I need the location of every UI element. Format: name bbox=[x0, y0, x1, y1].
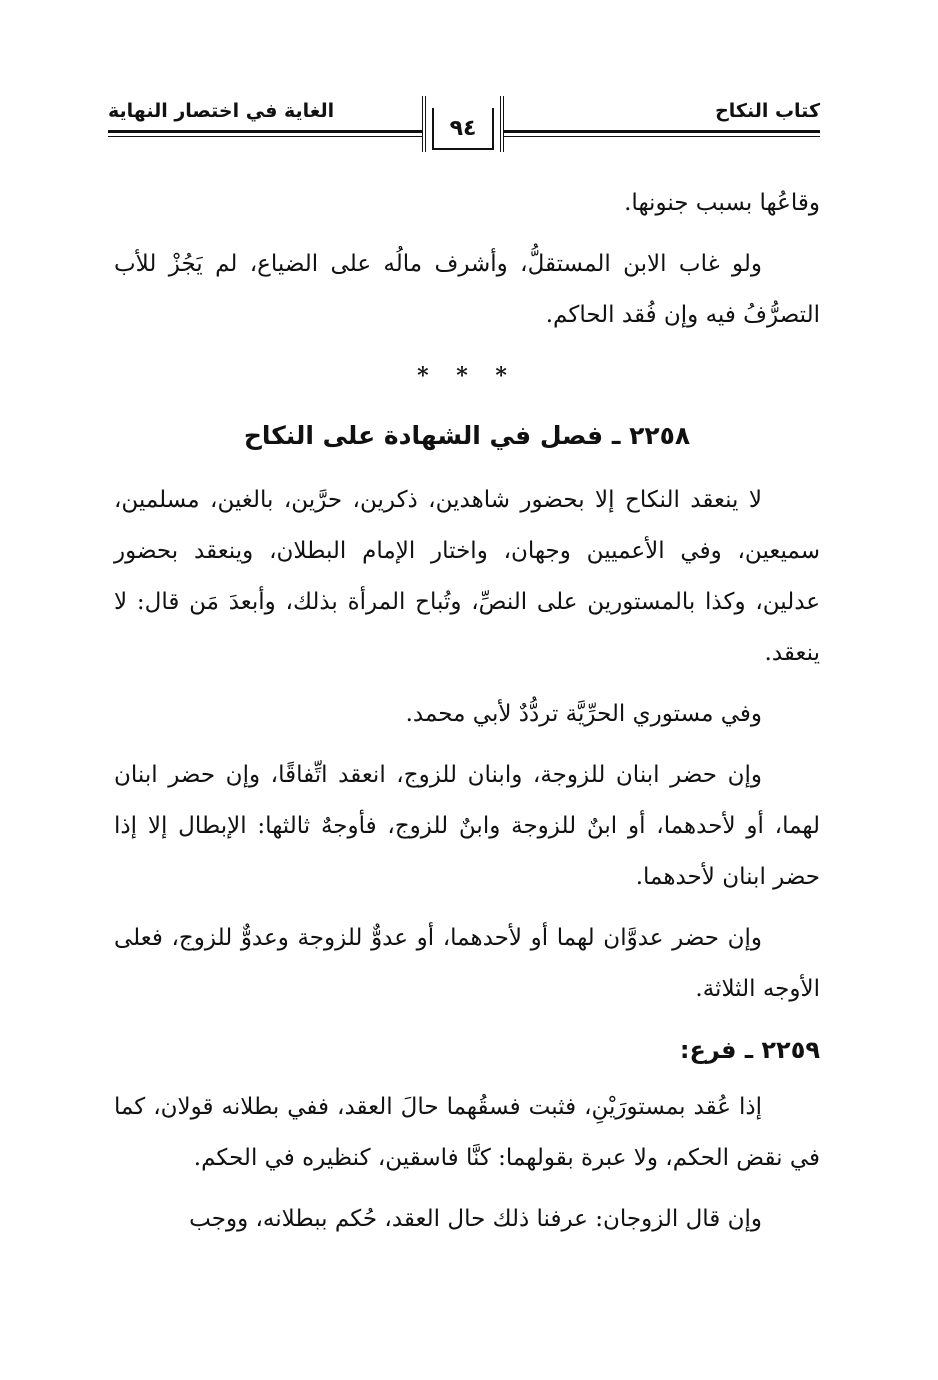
sub-heading: ٢٢٥٩ ـ فرع: bbox=[679, 1036, 820, 1064]
page-header bbox=[108, 96, 820, 180]
chapter-title: كتاب النكاح bbox=[715, 100, 820, 122]
paragraph-7: إذا عُقد بمستورَيْنِ، فثبت فسقُهما حالَ العقد، ففي بطلانه قولان، كما في نقض الحكم، ولا عبرة بقولهما: كنَّا فاسقين، كنظيره في الحكم. bbox=[114, 1094, 820, 1171]
section-heading: ٢٢٥٨ ـ فصل في الشهادة على النكاح bbox=[243, 421, 691, 450]
paragraph-3: لا ينعقد النكاح إلا بحضور شاهدين، ذكرين، حرَّين، بالغين، مسلمين، سميعين، وفي الأعميين وجهان، واختار الإمام البطلان، وينعقد بحضور عدلين، وكذا بالمستورين على النصِّ، وتُباح المرأة بذلك، وأبعدَ مَن قال: لا ينعقد. bbox=[114, 487, 820, 666]
paragraph-6: وإن حضر عدوَّان لهما أو لأحدهما، أو عدوٌّ للزوجة وعدوٌّ للزوج، فعلى الأوجه الثلاثة. bbox=[114, 925, 820, 1002]
page-body bbox=[114, 178, 820, 1255]
paragraph-2: ولو غاب الابن المستقلُّ، وأشرف مالُه على الضياع، لم يَجُزْ للأب التصرُّفُ فيه وإن فُقد الحاكم. bbox=[114, 251, 820, 328]
section-separator: * * * bbox=[417, 363, 517, 389]
page-number-frame bbox=[422, 96, 504, 152]
paragraph-5: وإن حضر ابنان للزوجة، وابنان للزوج، انعقد اتِّفاقًا، وإن حضر ابنان لهما، أو لأحدهما، أو ابنٌ للزوجة وابنٌ للزوج، فأوجهٌ ثالثها: الإبطال إلا إذا حضر ابنان لأحدهما. bbox=[114, 762, 820, 890]
paragraph-8: وإن قال الزوجان: عرفنا ذلك حال العقد، حُكم ببطلانه، ووجب bbox=[189, 1206, 762, 1232]
page-number: ٩٤ bbox=[432, 108, 494, 150]
book-title: الغاية في اختصار النهاية bbox=[108, 100, 335, 122]
paragraph-1: وقاعُها بسبب جنونها. bbox=[624, 190, 820, 216]
paragraph-4: وفي مستوري الحرِّيَّة تردُّدٌ لأبي محمد. bbox=[405, 701, 762, 727]
